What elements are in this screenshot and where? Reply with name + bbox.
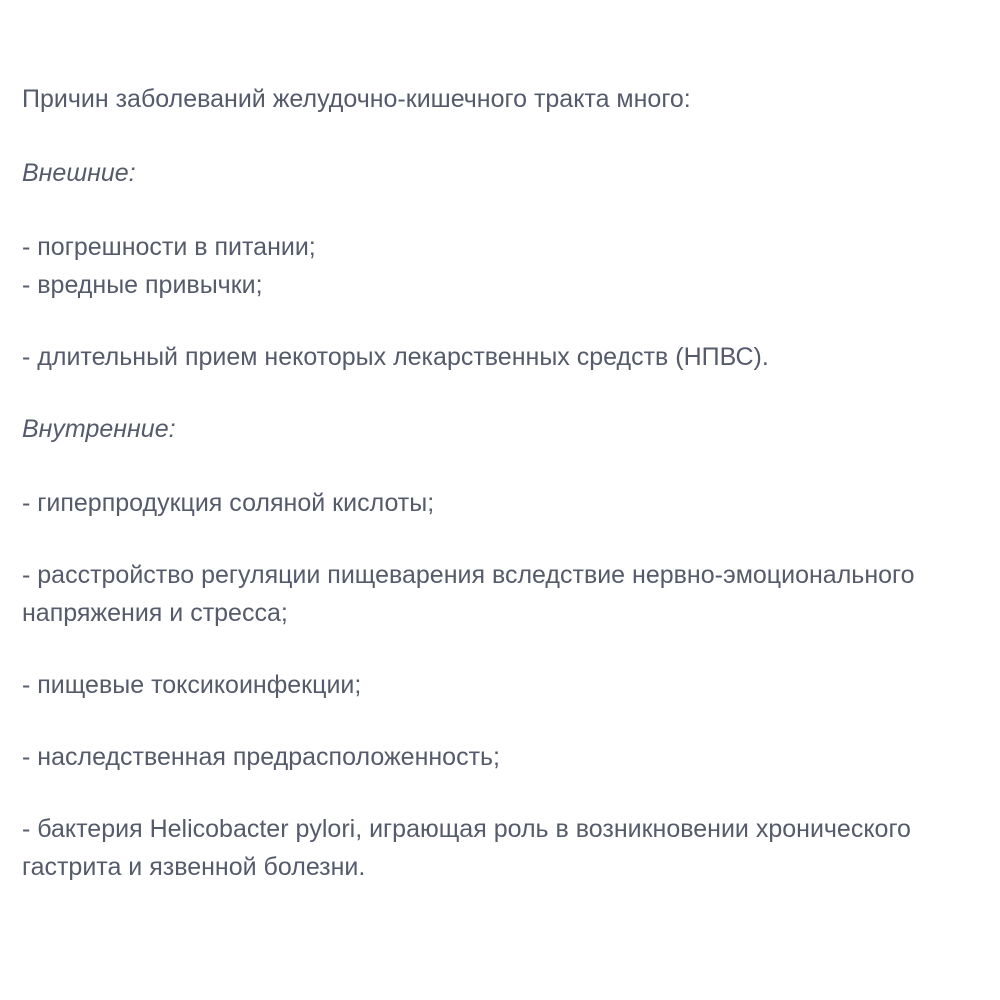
internal-cause-item: - расстройство регуляции пищеварения вследствие нервно-эмоционального напряжения и стресса; [22,561,915,627]
internal-cause-item: - гиперпродукция соляной кислоты; [22,489,435,517]
external-cause-item: - вредные привычки; [22,271,263,299]
external-cause-item: - длительный прием некоторых лекарственных средств (НПВС). [22,343,769,371]
external-causes-heading: Внешние: [22,159,136,187]
internal-causes-heading: Внутренние: [22,415,176,443]
external-cause-item: - погрешности в питании; [22,233,316,261]
intro-text: Причин заболеваний желудочно-кишечного тракта много: [22,85,691,113]
internal-cause-item: - бактерия Helicobacter pylori, играющая роль в возникновении хронического гастрита и язвенной болезни. [22,815,911,881]
internal-cause-item: - наследственная предрасположенность; [22,743,501,771]
internal-cause-item: - пищевые токсикоинфекции; [22,671,362,699]
